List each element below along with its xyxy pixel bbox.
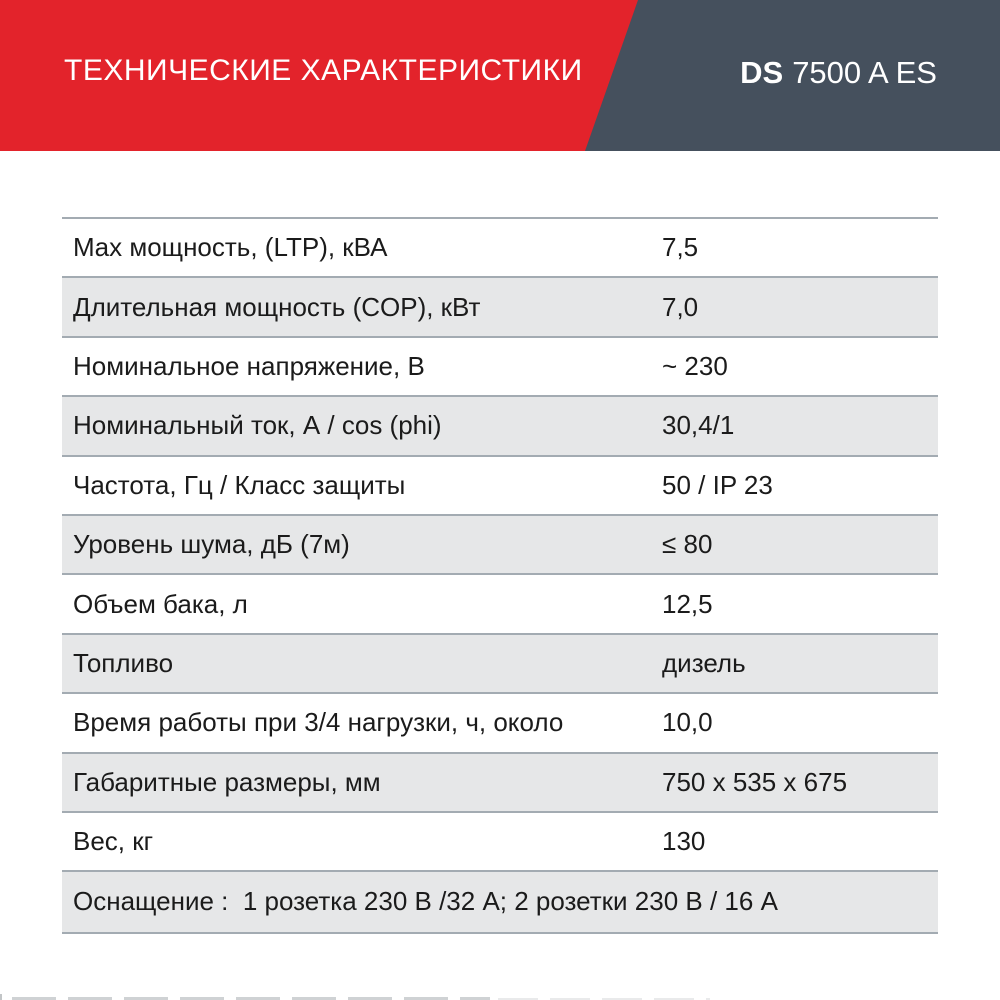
spec-label: Топливо	[73, 647, 174, 678]
model-badge	[740, 0, 937, 146]
table-row	[62, 694, 938, 753]
spec-value: 30,4/1	[662, 410, 735, 441]
table-row	[62, 397, 938, 456]
model-prefix: DS	[740, 55, 784, 90]
spec-label: Max мощность, (LTP), кВА	[73, 232, 388, 263]
spec-label: Вес, кг	[73, 826, 154, 857]
table-row	[62, 516, 938, 575]
spec-label: Уровень шума, дБ (7м)	[73, 529, 350, 560]
equipment-label: Оснащение : 1 розетка 230 В /32 А; 2 розетки 230 В / 16 А	[73, 886, 778, 917]
specs-table	[62, 217, 938, 934]
table-row	[62, 575, 938, 634]
spec-value: 12,5	[662, 588, 713, 619]
table-row	[62, 457, 938, 516]
bottom-left-tick	[0, 994, 2, 1000]
spec-label: Время работы при 3/4 нагрузки, ч, около	[73, 707, 564, 738]
spec-label: Объем бака, л	[73, 588, 248, 619]
spec-value: 7,0	[662, 291, 699, 322]
page-title: ТЕХНИЧЕСКИЕ ХАРАКТЕРИСТИКИ	[64, 54, 583, 87]
spec-label: Частота, Гц / Класс защиты	[73, 469, 406, 500]
spec-value: 130	[662, 826, 706, 857]
spec-label: Длительная мощность (COP), кВт	[73, 291, 481, 322]
spec-label: Габаритные размеры, мм	[73, 766, 381, 797]
model-name: 7500 A ES	[792, 55, 937, 90]
table-row	[62, 635, 938, 694]
header-banner	[0, 0, 1000, 151]
spec-value: ~ 230	[662, 350, 728, 381]
table-row	[62, 219, 938, 278]
spec-value: 50 / IP 23	[662, 469, 773, 500]
spec-value: ≤ 80	[662, 529, 713, 560]
spec-label: Номинальный ток, А / cos (phi)	[73, 410, 442, 441]
spec-label: Номинальное напряжение, В	[73, 350, 425, 381]
table-row	[62, 813, 938, 872]
spec-value: 750 x 535 x 675	[662, 766, 848, 797]
table-row	[62, 754, 938, 813]
spec-value: 10,0	[662, 707, 713, 738]
table-row	[62, 278, 938, 337]
equipment-row	[62, 872, 938, 931]
spec-value: 7,5	[662, 232, 699, 263]
spec-value: дизель	[662, 647, 746, 678]
table-row	[62, 338, 938, 397]
